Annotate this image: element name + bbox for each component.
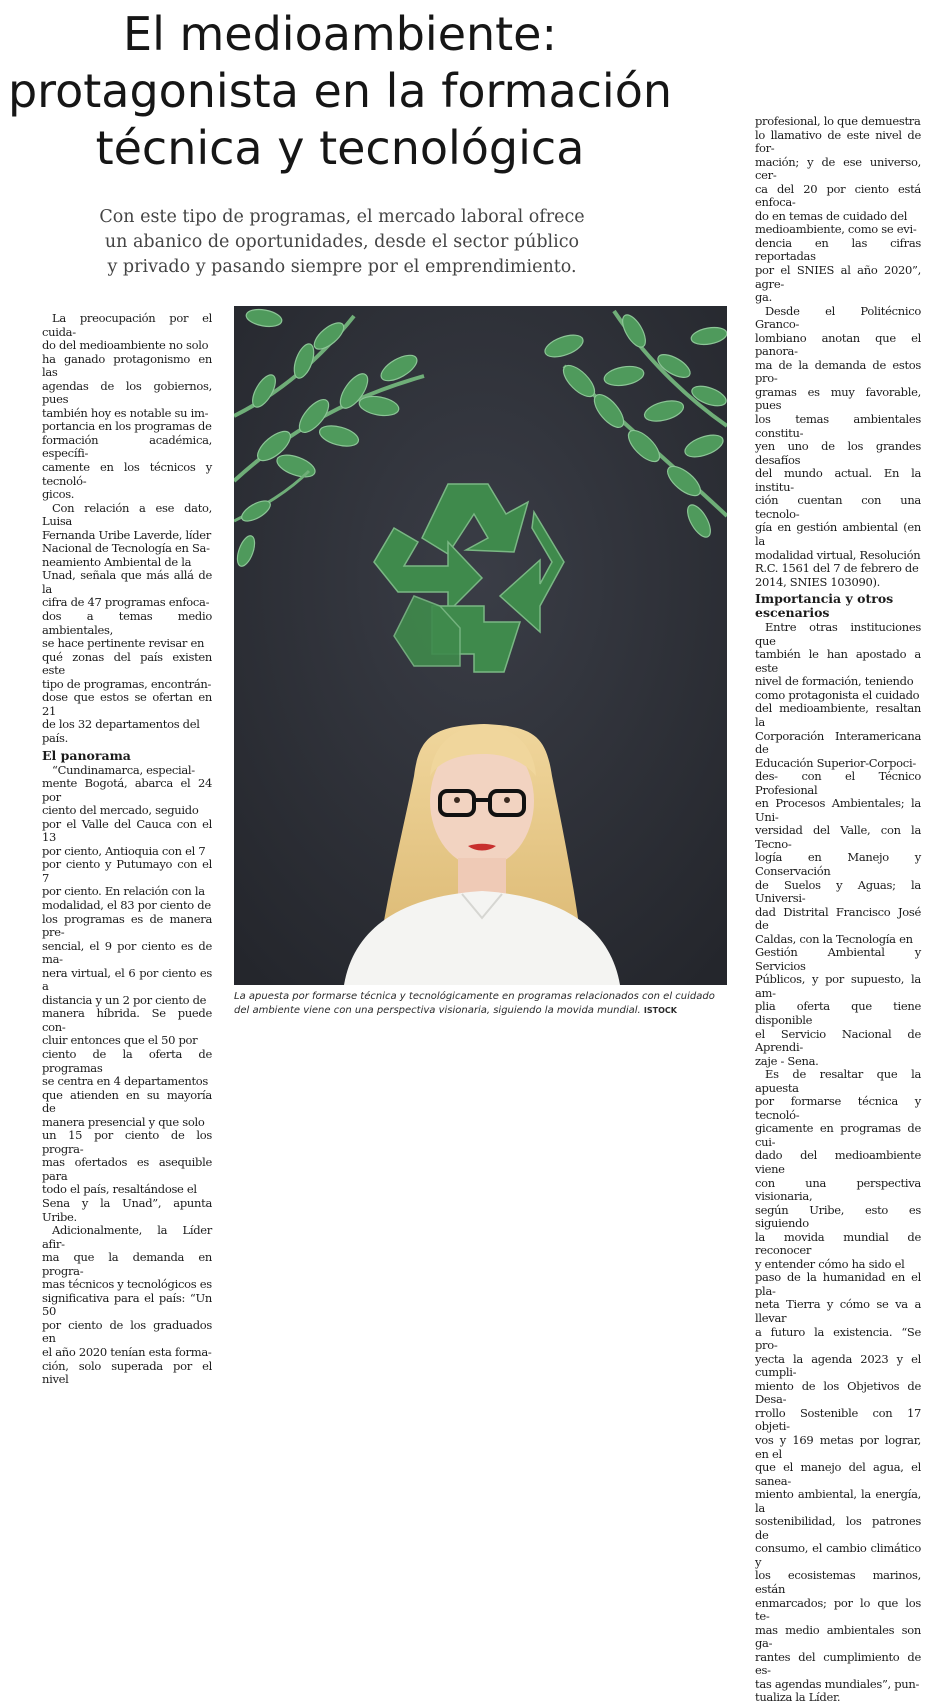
title-line-1: El medioambiente: [123, 7, 557, 61]
right-paragraph-1: profesional, lo que demuestra lo llamativo de este nivel de for- mación; y de ese universo, cer- ca del 20 por ciento está enfoca- do en temas de cuidado del medioambiente, como se evi- dencia en las cifras reportadas por el SNIES al año 2020”, agre- ga. [755, 114, 921, 305]
deck-line-1: Con este tipo de programas, el mercado laboral ofrece [99, 207, 585, 227]
article-deck [92, 205, 592, 280]
left-paragraph-1: La preocupación por el cuida- do del medioambiente no solo ha ganado protagonismo en las agendas de los gobiernos, pues también hoy es notable su im- portancia en los programas de formación académica, específi- camente en los técnicos y tecnoló- gicos. [42, 311, 212, 502]
left-paragraph-2: Con relación a ese dato, Luisa Fernanda Uribe Laverde, líder Nacional de Tecnología en Sa- neamiento Ambiental de la Unad, señala que más allá de la cifra de 47 programas enfoca- dos a temas medio ambientales, se hace pertinente revisar en qué zonas del país existen este tipo de programas, encontrán- dose que estos se ofertan en 21 de los 32 departamentos del país. [42, 500, 212, 745]
right-paragraph-4: Es de resaltar que la apuesta por formarse técnica y tecnoló- gicamente en programas de cui- dado del medioambiente viene con una perspectiva visionaria, según Uribe, esto es siguiendo la movida mundial de reconocer y entender cómo ha sido el paso de la humanidad en el pla- neta Tierra y cómo se va a llevar a futuro la existencia. “Se pro- yecta la agenda 2023 y el cumpli- miento de los Objetivos de Desa- rrollo Sostenible con 17 objeti- vos y 169 metas por lograr, en el que el manejo del agua, el sanea- miento ambiental, la energía, la sostenibilidad, los patrones de consumo, el cambio climático y los ecosistemas marinos, están enmarcados; por lo que los te- mas medio ambientales son ga- rantes del cumplimiento de es- tas agendas mundiales”, pun- tualiza la Líder. [755, 1067, 921, 1705]
section-heading-importancia: Importancia y otros escenarios [755, 591, 894, 621]
deck-line-3: y privado y pasando siempre por el emprendimiento. [107, 257, 577, 277]
photo-credit: ISTOCK [643, 1006, 677, 1015]
right-text-column [755, 115, 921, 1705]
left-paragraph-4: Adicionalmente, la Líder afir- ma que la demanda en progra- mas técnicos y tecnológicos es significativa para el país: “Un 50 por ciento de los graduados en el año 2020 tenían esta forma- ción, solo superada por el nivel [42, 1223, 212, 1387]
deck-line-2: un abanico de oportunidades, desde el sector público [104, 232, 580, 252]
left-paragraph-3: “Cundinamarca, especial- mente Bogotá, abarca el 24 por ciento del mercado, seguido por el Valle del Cauca con el 13 por ciento, Antioquia con el 7 por ciento y Putumayo con el 7 por ciento. En relación con la modalidad, el 83 por ciento de los programas es de manera pre- sencial, el 9 por ciento es de ma- nera virtual, el 6 por ciento es a distancia y un 2 por ciento de manera híbrida. Se puede con- cluir entonces que el 50 por ciento de la oferta de programas se centra en 4 departamentos que atienden en su mayoría de manera presencial y que solo un 15 por ciento de los progra- mas ofertados es asequible para todo el país, resaltándose el Sena y la Unad”, apunta Uribe. [42, 762, 212, 1224]
title-line-2: protagonista en la formación [7, 64, 673, 118]
photo-caption [234, 990, 727, 1018]
article-photo [234, 306, 727, 985]
article-title [0, 6, 680, 177]
title-line-3: técnica y tecnológica [95, 121, 585, 175]
left-text-column [42, 312, 212, 1387]
section-heading-panorama: El panorama [42, 747, 131, 763]
right-paragraph-3: Entre otras instituciones que también le han apostado a este nivel de formación, teniendo como protagonista el cuidado del medioambiente, resaltan la Corporación Interamericana de Educación Superior-Corpoci- des- con el Técnico Profesional en Procesos Ambientales; la Uni- versidad del Valle, con la Tecno- logía en Manejo y Conservación de Suelos y Aguas; la Universi- dad Distrital Francisco José de Caldas, con la Tecnología en Gestión Ambiental y Servicios Públicos, y por supuesto, la am- plia oferta que tiene disponible el Servicio Nacional de Aprendi- zaje - Sena. [755, 620, 921, 1068]
right-paragraph-2: Desde el Politécnico Granco- lombiano anotan que el panora- ma de la demanda de estos pro- gramas es muy favorable, pues los temas ambientales constitu- yen uno de los grandes desafíos del mundo actual. En la institu- ción cuentan con una tecnolo- gía en gestión ambiental (en la modalidad virtual, Resolución R.C. 1561 del 7 de febrero de 2014, SNIES 103090). [755, 303, 921, 589]
caption-text: La apuesta por formarse técnica y tecnológicamente en programas relacionados con el cuidado del ambiente viene con una perspectiva visionaria, siguiendo la movida mundial. [234, 991, 715, 1016]
